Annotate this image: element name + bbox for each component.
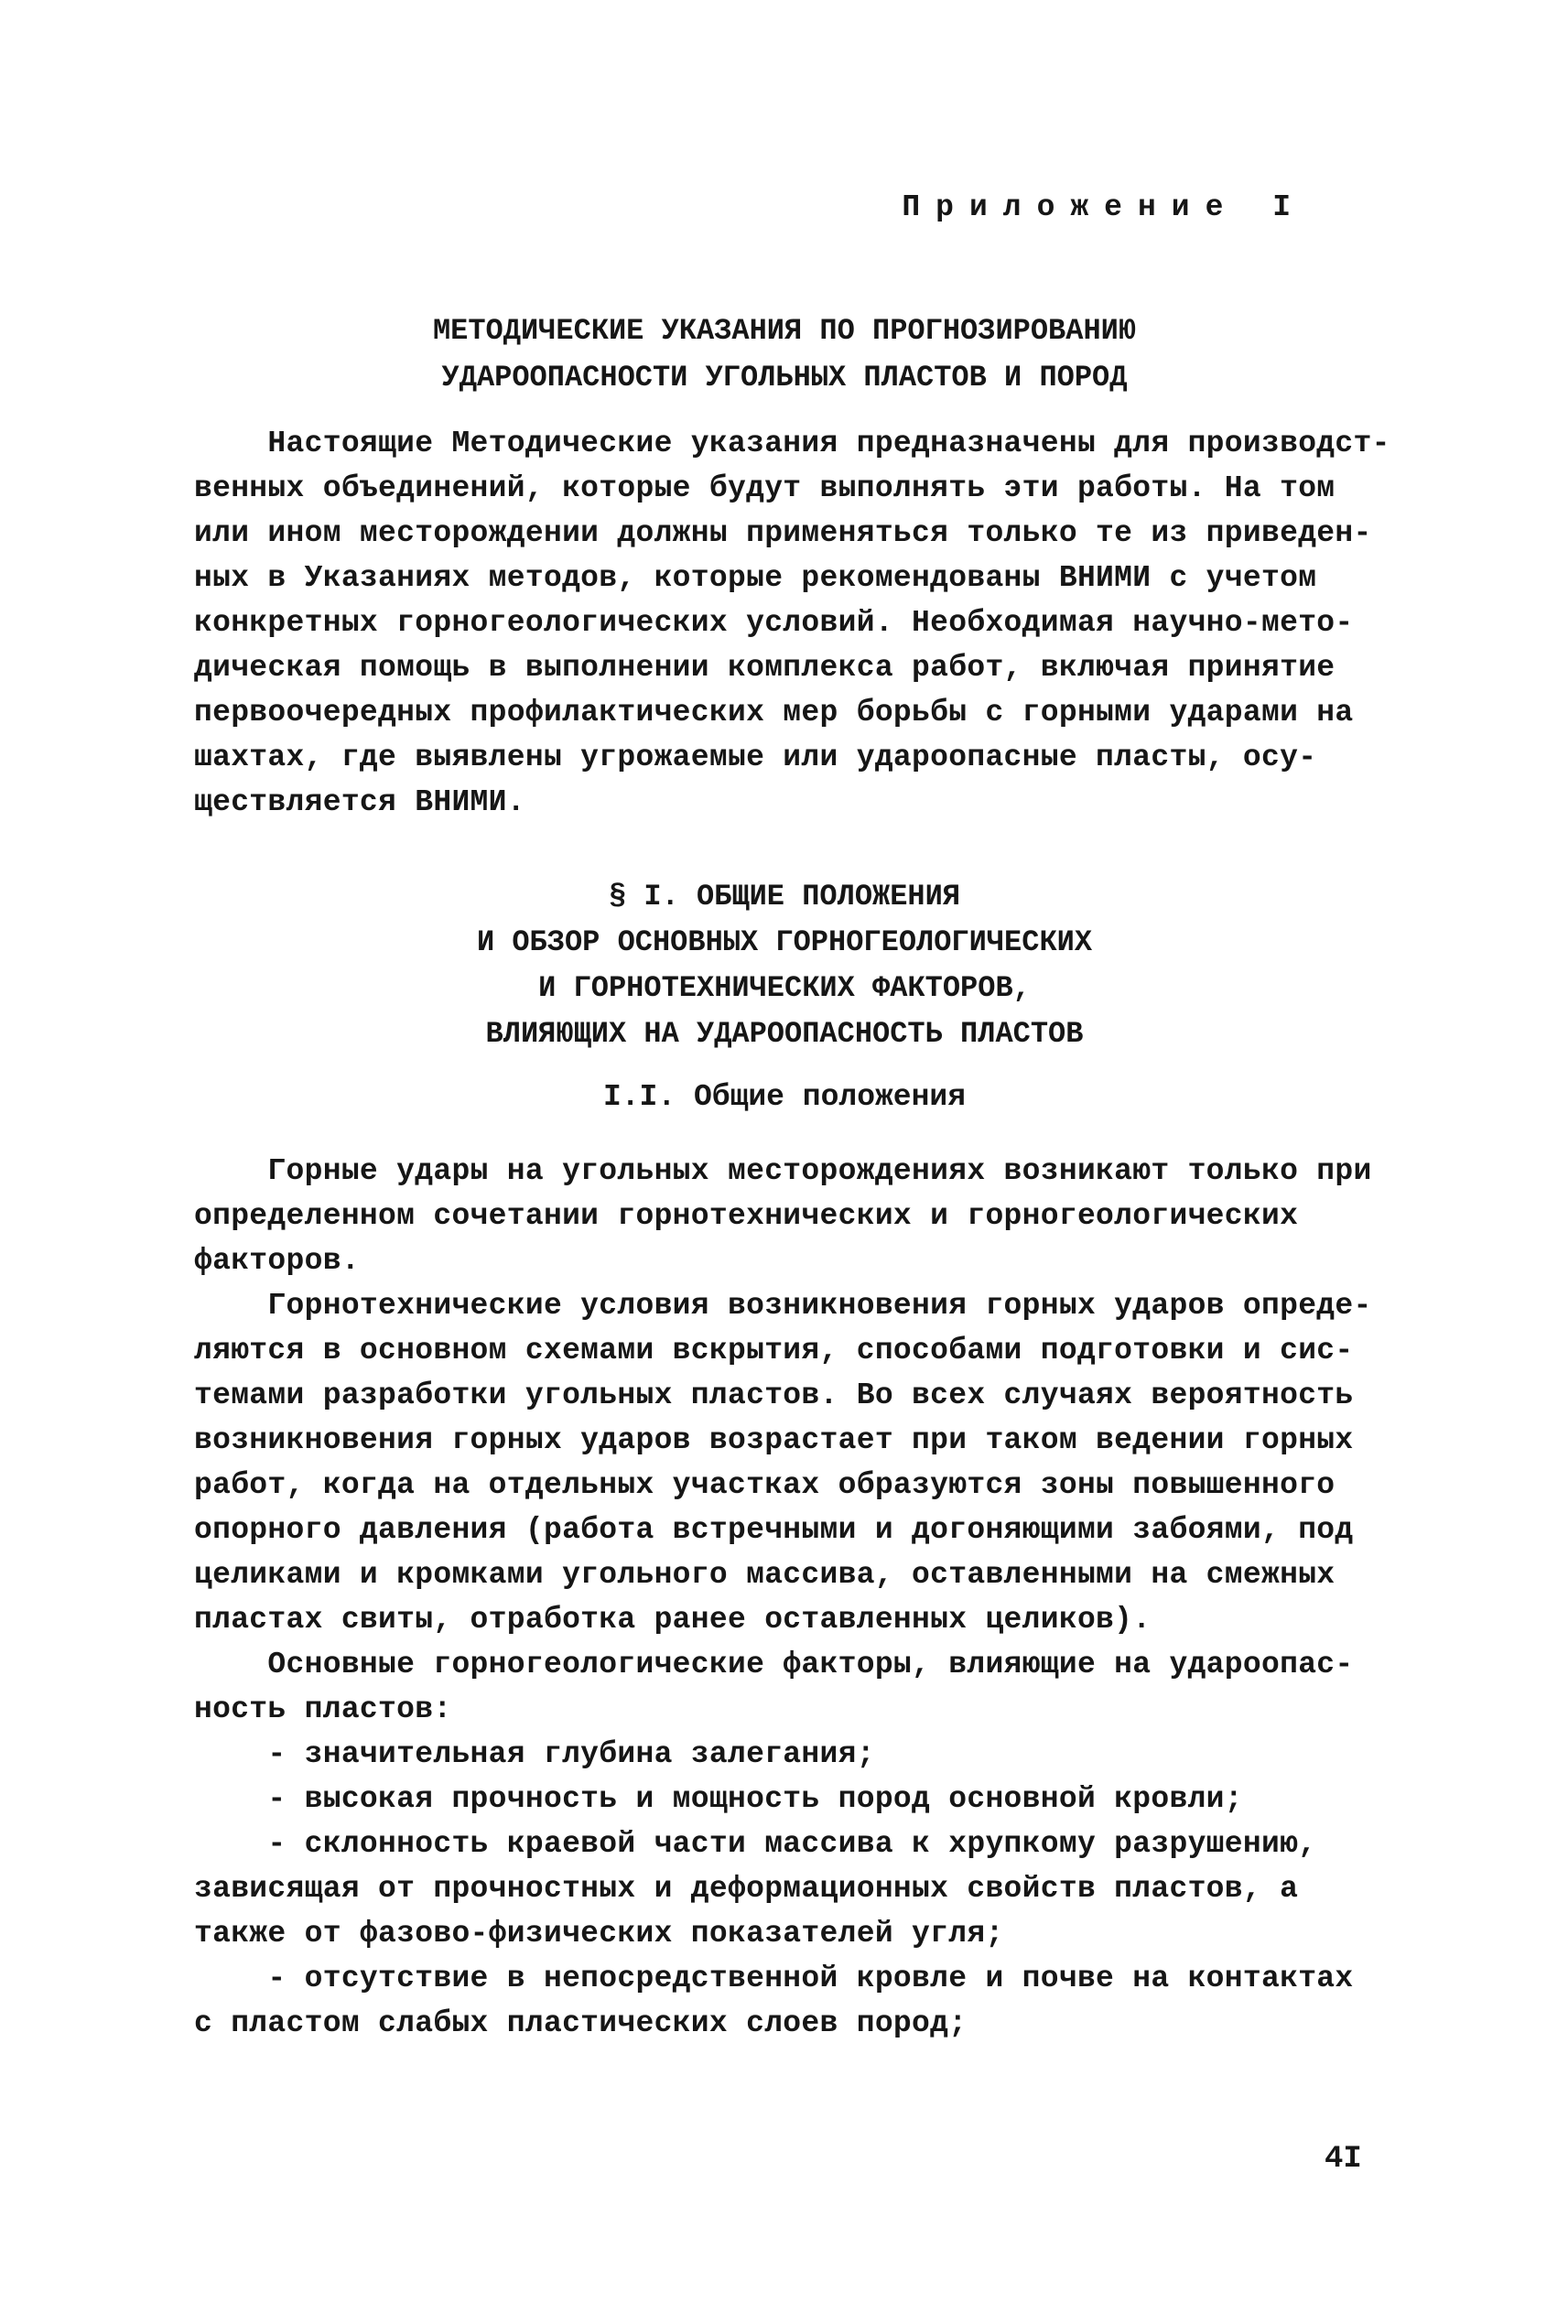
intro-line: ществляется ВНИМИ. bbox=[194, 785, 525, 819]
body-line: определенном сочетании горнотехнических и горногеологических bbox=[194, 1199, 1299, 1233]
intro-line: или ином месторождении должны применяться только те из приведен- bbox=[194, 516, 1372, 550]
title-line: УДАРООПАСНОСТИ УГОЛЬНЫХ ПЛАСТОВ И ПОРОД bbox=[441, 361, 1128, 395]
section-title-line: И ОБЗОР ОСНОВНЫХ ГОРНОГЕОЛОГИЧЕСКИХ bbox=[476, 925, 1093, 959]
section-title bbox=[194, 874, 1375, 1057]
section-title-line: ВЛИЯЮЩИХ НА УДАРООПАСНОСТЬ ПЛАСТОВ bbox=[485, 1017, 1084, 1051]
body-line: Горные удары на угольных месторождениях возникают только при bbox=[194, 1154, 1372, 1188]
intro-paragraph bbox=[194, 421, 1390, 825]
body-line: возникновения горных ударов возрастает при таком ведении горных bbox=[194, 1423, 1354, 1457]
body-line: ность пластов: bbox=[194, 1692, 452, 1726]
body-line: - значительная глубина залегания; bbox=[194, 1737, 875, 1771]
intro-line: первоочередных профилактических мер борьбы с горными ударами на bbox=[194, 696, 1354, 730]
body-line: - склонность краевой части массива к хрупкому разрушению, bbox=[194, 1827, 1317, 1861]
body-line: темами разработки угольных пластов. Во всех случаях вероятность bbox=[194, 1378, 1354, 1412]
body-line: - высокая прочность и мощность пород основной кровли; bbox=[194, 1782, 1243, 1816]
body-line: зависящая от прочностных и деформационных свойств пластов, а bbox=[194, 1872, 1299, 1906]
body-text bbox=[194, 1149, 1372, 2046]
body-line: с пластом слабых пластических слоев пород; bbox=[194, 2006, 968, 2040]
intro-line: конкретных горногеологических условий. Необходимая научно-мето- bbox=[194, 606, 1354, 640]
section-title-line: И ГОРНОТЕХНИЧЕСКИХ ФАКТОРОВ, bbox=[538, 971, 1031, 1005]
section-title-line: § I. ОБЩИЕ ПОЛОЖЕНИЯ bbox=[608, 880, 961, 913]
body-line: целиками и кромками угольного массива, оставленными на смежных bbox=[194, 1558, 1336, 1592]
document-title bbox=[194, 308, 1375, 401]
intro-line: ных в Указаниях методов, которые рекомендованы ВНИМИ с учетом bbox=[194, 561, 1317, 595]
body-line: Основные горногеологические факторы, влияющие на удароопас- bbox=[194, 1648, 1354, 1681]
body-line: ляются в основном схемами вскрытия, способами подготовки и сис- bbox=[194, 1334, 1354, 1367]
body-line: факторов. bbox=[194, 1244, 360, 1278]
body-line: пластах свиты, отработка ранее оставленных целиков). bbox=[194, 1603, 1152, 1637]
body-line: работ, когда на отдельных участках образуются зоны повышенного bbox=[194, 1468, 1336, 1502]
body-line: опорного давления (работа встречными и догоняющими забоями, под bbox=[194, 1513, 1354, 1547]
body-line: Горнотехнические условия возникновения горных ударов опреде- bbox=[194, 1289, 1372, 1323]
body-line: - отсутствие в непосредственной кровле и почве на контактах bbox=[194, 1962, 1354, 1995]
intro-line: венных объединений, которые будут выполнять эти работы. На том bbox=[194, 471, 1336, 505]
title-line: МЕТОДИЧЕСКИЕ УКАЗАНИЯ ПО ПРОГНОЗИРОВАНИЮ bbox=[432, 314, 1137, 348]
intro-line: Настоящие Методические указания предназначены для производст- bbox=[194, 427, 1390, 460]
intro-line: дическая помощь в выполнении комплекса работ, включая принятие bbox=[194, 651, 1336, 685]
subsection-title: I.I. Общие положения bbox=[602, 1080, 967, 1114]
intro-line: шахтах, где выявлены угрожаемые или удароопасные пласты, осу- bbox=[194, 740, 1317, 774]
page-number: 4I bbox=[1325, 2142, 1362, 2177]
appendix-label: Приложение I bbox=[902, 190, 1306, 224]
body-line: также от фазово-физических показателей угля; bbox=[194, 1917, 1004, 1951]
